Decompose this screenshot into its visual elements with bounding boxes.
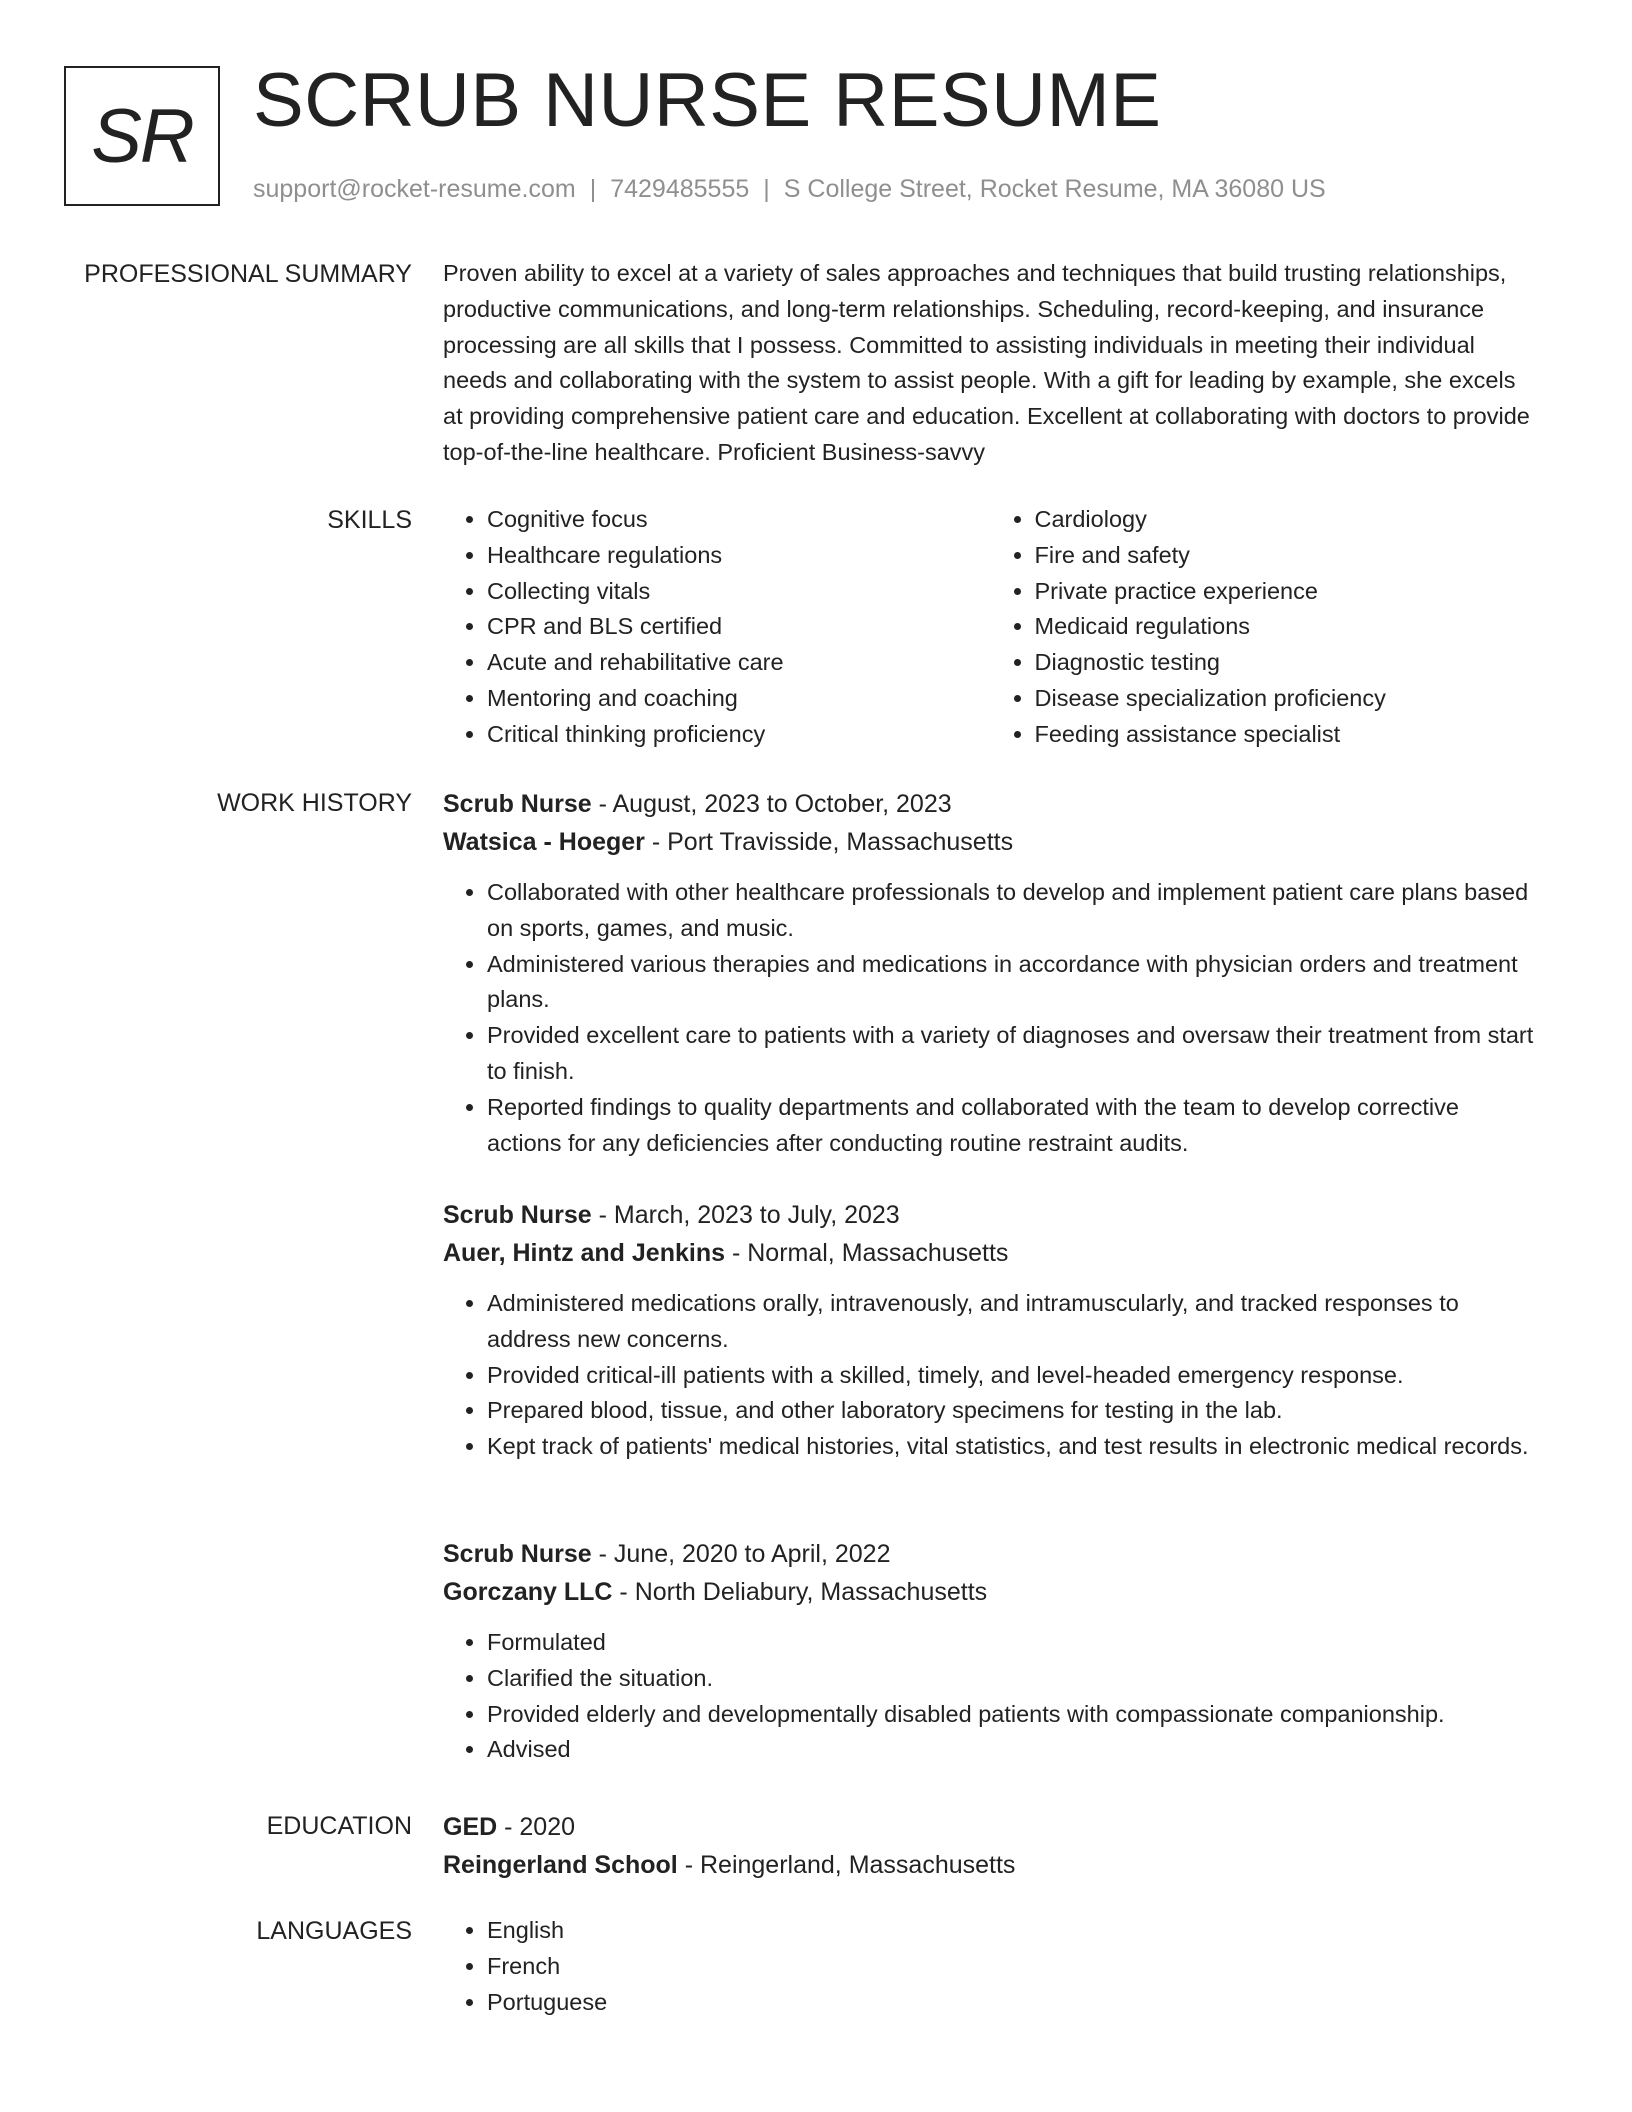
list-item: • Feeding assistance specialist [1035,717,1539,753]
list-item: • French [487,1949,1538,1985]
contact-separator: | [763,175,770,203]
job-company: Watsica - Hoeger [443,828,645,856]
job-title: Scrub Nurse [443,1201,592,1229]
job-title: Scrub Nurse [443,790,592,818]
job-dates: - August, 2023 to October, 2023 [591,790,952,818]
job-duties [443,875,1538,1161]
list-item: • Private practice experience [1035,574,1539,610]
list-item: • Provided excellent care to patients with a variety of diagnoses and oversaw their treatment from start to finish. [487,1018,1538,1090]
list-item: • Critical thinking proficiency [487,717,991,753]
list-item: • Reported findings to quality departments and collaborated with the team to develop corrective actions for any deficiencies after conducting routine restraint audits. [487,1090,1538,1162]
job-company: Auer, Hintz and Jenkins [443,1239,726,1267]
job-location: - North Deliabury, Massachusetts [612,1578,988,1606]
job-duties [443,1625,1538,1768]
list-item: • Diagnostic testing [1035,645,1539,681]
school-name: Reingerland School [443,1851,678,1879]
list-item: • Collecting vitals [487,574,991,610]
contact-separator: | [589,175,597,203]
list-item: • Acute and rehabilitative care [487,645,991,681]
section-heading: LANGUAGES [256,1917,412,1945]
job-entry [443,1535,1538,1768]
degree: GED [443,1813,498,1841]
list-item: • Disease specialization proficiency [1035,681,1539,717]
job-location: - Normal, Massachusetts [725,1239,1009,1267]
section-heading: EDUCATION [266,1812,412,1840]
contact-phone: 7429485555 [610,175,750,203]
job-company: Gorczany LLC [443,1578,613,1606]
job-company-line [443,1234,1538,1272]
list-item: • Collaborated with other healthcare professionals to develop and implement patient care plans based on sports, games, and music. [487,875,1538,947]
list-item: • Administered medications orally, intravenously, and intramuscularly, and tracked responses to address new concerns. [487,1286,1538,1358]
list-item: • Prepared blood, tissue, and other laboratory specimens for testing in the lab. [487,1393,1538,1429]
list-item: • Advised [487,1732,1538,1768]
list-item: • Cognitive focus [487,502,991,538]
job-company-line [443,1573,1538,1611]
job-dates: - June, 2020 to April, 2022 [591,1540,891,1568]
list-item: • Cardiology [1035,502,1539,538]
skills-list-right [991,502,1539,753]
school-location: - Reingerland, Massachusetts [677,1851,1016,1879]
school-line [443,1846,1538,1884]
list-item: • English [487,1913,1538,1949]
monogram-logo: SR [64,66,220,206]
list-item: • Administered various therapies and medications in accordance with physician orders and treatment plans. [487,947,1538,1019]
section-heading: PROFESSIONAL SUMMARY [84,260,412,288]
list-item: • Healthcare regulations [487,538,991,574]
resume-title: SCRUB NURSE RESUME [253,58,1162,143]
contact-line [253,172,1326,206]
list-item: • Kept track of patients' medical histories, vital statistics, and test results in electronic medical records. [487,1429,1538,1465]
section-heading: WORK HISTORY [217,789,412,817]
list-item: • Portuguese [487,1985,1538,2021]
list-item: • Provided elderly and developmentally disabled patients with compassionate companionship. [487,1697,1538,1733]
list-item: • Fire and safety [1035,538,1539,574]
list-item: • Mentoring and coaching [487,681,991,717]
languages-list [443,1913,1538,2020]
list-item: • CPR and BLS certified [487,609,991,645]
job-entry [443,1196,1538,1465]
job-title-line [443,1535,1538,1573]
job-entry [443,785,1538,1161]
job-title: Scrub Nurse [443,1540,592,1568]
job-location: - Port Travisside, Massachusetts [644,828,1014,856]
section-heading: SKILLS [327,506,412,534]
list-item: • Medicaid regulations [1035,609,1539,645]
contact-email: support@rocket-resume.com [253,175,576,203]
graduation-year: - 2020 [497,1813,576,1841]
job-title-line [443,1196,1538,1234]
job-duties [443,1286,1538,1465]
list-item: • Provided critical-ill patients with a skilled, timely, and level-headed emergency response. [487,1358,1538,1394]
summary-text: Proven ability to excel at a variety of sales approaches and techniques that build trusting relationships, productive communications, and long-term relationships. Scheduling, record-keeping, and insurance processing are all skills that I possess. Committed to assisting individuals in meeting their individual needs and collaborating with the system to assist people. With a gift for leading by example, she excels at providing comprehensive patient care and education. Excellent at collaborating with doctors to provide top-of-the-line healthcare. Proficient Business-savvy [443,260,1530,465]
job-dates: - March, 2023 to July, 2023 [591,1201,900,1229]
contact-address: S College Street, Rocket Resume, MA 36080 US [783,175,1326,203]
job-company-line [443,823,1538,861]
skills-list-left [443,502,991,753]
job-title-line [443,785,1538,823]
list-item: • Formulated [487,1625,1538,1661]
list-item: • Clarified the situation. [487,1661,1538,1697]
degree-line [443,1808,1538,1846]
